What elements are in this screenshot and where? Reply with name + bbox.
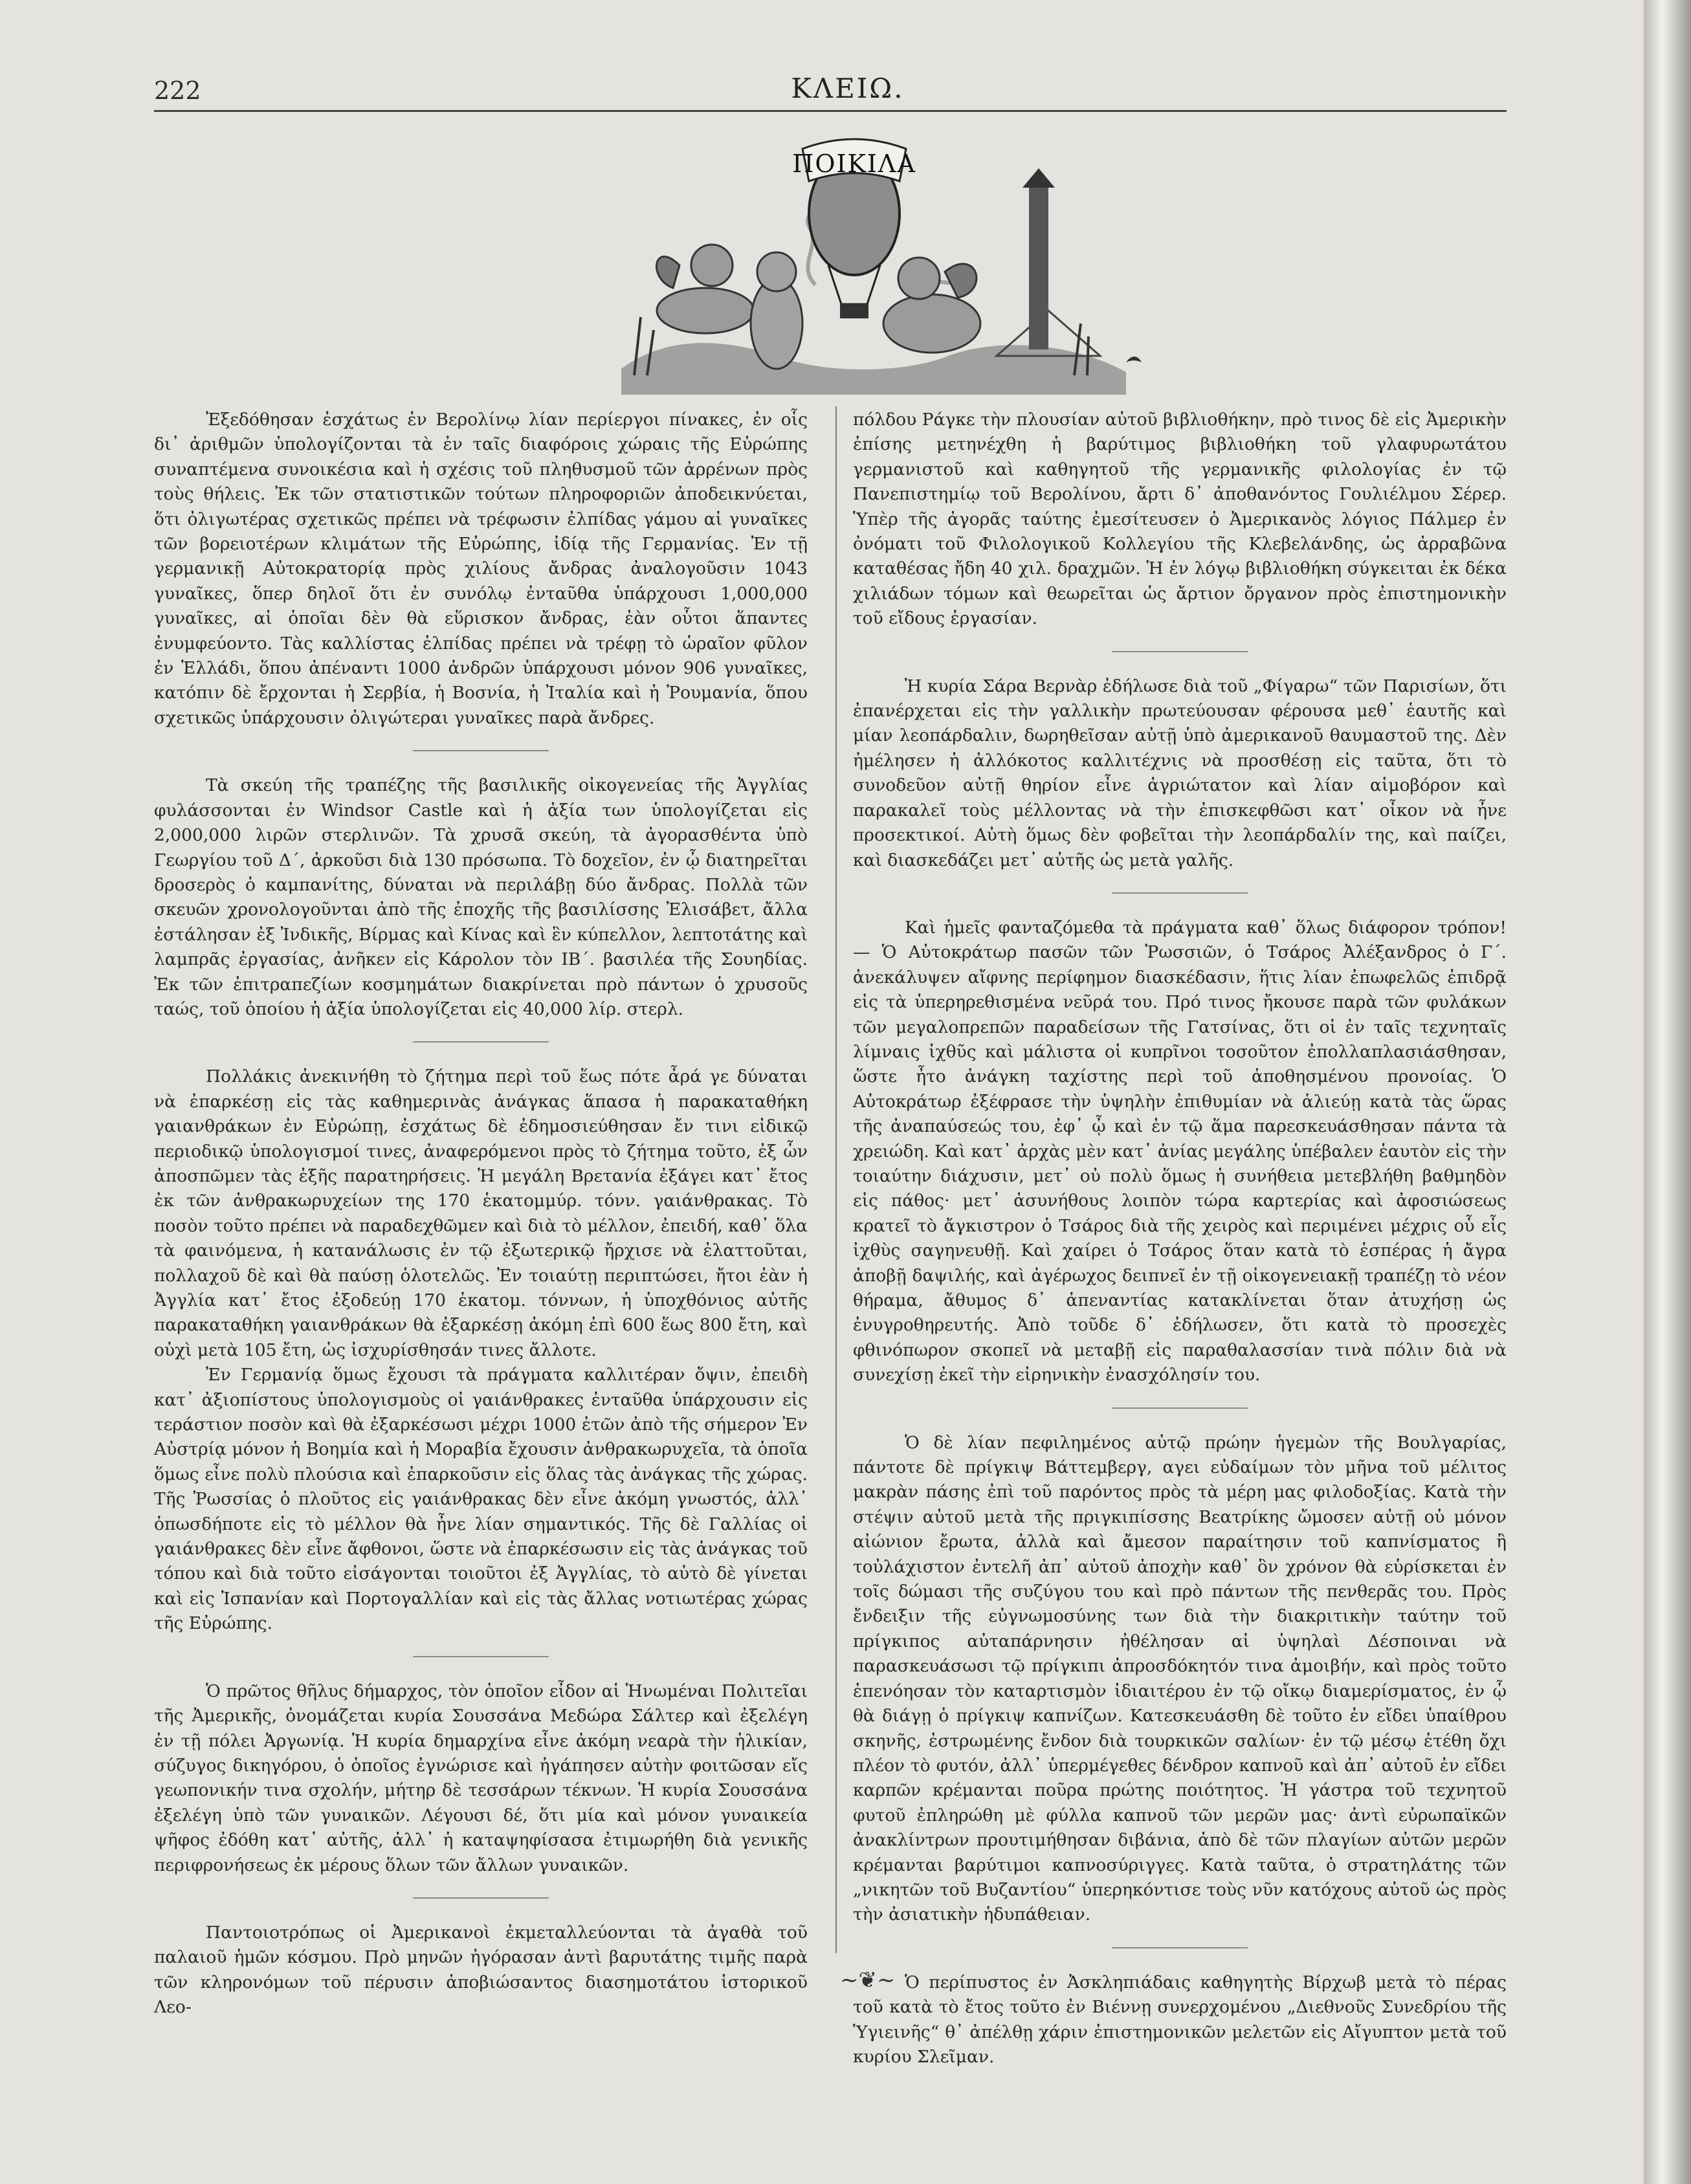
cherub-center: [751, 252, 802, 369]
article-female-mayor: Ὁ πρῶτος θῆλυς δήμαρχος, τὸν ὁποῖον εἶδον αἱ Ἡνωμέναι Πολιτεῖαι τῆς Ἀμερικῆς, ὀνομάζεται κυρία Σουσσάνα Μεδώρα Σάλτερ καὶ ἐξελέγη ἐν τῇ πόλει Ἀργωνίᾳ. Ἡ κυρία δημαρχίνα εἶνε ἀκόμη νεαρὰ τὴν ἡλικίαν, σύζυγος δικηγόρου, ὁ ὁποῖος ἐγνώρισε καὶ ἠγάπησεν αὐτὴν φοιτῶσαν εἴς γεωπονικήν τινα σχολήν, μήτηρ δὲ τεσσάρων τέκνων. Ἡ κυρία Σουσσάνα ἐξελέγη ὑπὸ τῶν γυναικῶν. Λέγουσι δέ, ὅτι μία καὶ μόνον γυναικεία ψῆφος ἐδόθη κατ᾽ αὐτῆς, ἀλλ᾽ ἡ καταψηφίσασα ἐτιμωρήθη διὰ γενικῆς περιφρονήσεως ἐκ μέρους ὅλων τῶν ἄλλων γυναικῶν.: [154, 1681, 808, 1875]
tailpiece-ornament: ~❦~: [840, 1967, 896, 1993]
article-coal-reserves-cont: Ἐν Γερμανίᾳ ὅμως ἔχουσι τὰ πράγματα καλλιτέραν ὄψιν, ἐπειδὴ κατ᾽ ἀξιοπίστους ὑπολογισμοὺς οἱ γαιάνθρακες ἐνταῦθα ὑπάρχουσιν εἰς τεράστιον ποσὸν καὶ θὰ ἐξαρκέσωσι μέχρι 1000 ἐτῶν ἀπὸ τῆς σήμερον Ἐν Αὐστρίᾳ μόνον ἡ Βοημία καὶ ἡ Μοραβία ἔχουσιν ἀνθρακωρυχεῖα, τὰ ὁποῖα ὅμως εἶνε πολὺ πλούσια καὶ ἐπαρκοῦσιν εἰς ὅλας τὰς ἀνάγκας τῆς χώρας. Τῆς Ῥωσσίας ὁ πλοῦτος εἰς γαιάνθρακας δὲν εἶνε ἀκόμη γνωστός, ἀλλ᾽ ὁπωσδήποτε εἰς τὸ μέλλον θὰ ἦνε λίαν σημαντικός. Τῆς δὲ Γαλλίας οἱ γαιάνθρακες δὲν εἶνε ἄφθονοι, ὥστε νὰ ἐπαρκέσωσιν εἰς τὰς ἀνάγκας τοῦ τόπου καὶ διὰ τοῦτο εἰσάγονται τοιοῦτοι ἐξ Ἀγγλίας, τὸ αὐτὸ δὲ γίνεται καὶ εἰς Ἰσπανίαν καὶ Πορτογαλλίαν καὶ εἰς τὰς ἄλλας νοτιωτέρας χώρας τῆς Εὐρώπης.: [154, 1365, 808, 1634]
banner-text: ΠΟΙΚΙΛΑ: [792, 149, 916, 178]
article-battenberg: Ὁ δὲ λίαν πεφιλημένος αὐτῷ πρώην ἡγεμὼν τῆς Βουλγαρίας, πάντοτε δὲ πρίγκιψ Βάττεμβεργ, αγει εὐδαίμων τὸν μῆνα τοῦ μέλιτος μακρὰν πάσης ἐπὶ τοῦ παρόντος πρὸς τὰ μέρη μας φιλοδοξίας. Κατὰ τὴν στέψιν αὐτοῦ μετὰ τῆς πριγκιπίσσης Βεατρίκης ὤμοσεν αὐτῇ οὐ μόνον αἰώνιον ἔρωτα, ἀλλὰ καὶ ἄμεσον παραίτησιν τοῦ καπνίσματος ἢ τοὐλάχιστον ἐντελῆ ἀπ᾽ αὐτοῦ ἀποχὴν καθ᾽ ὃν χρόνον θὰ εὑρίσκεται ἐν τοῖς δώμασι τῆς συζύγου του καὶ πρὸ πάντων τῆς πενθερᾶς του. Πρὸς ἔνδειξιν τῆς εὐγνωμοσύνης των διὰ τὴν διακριτικὴν ταύτην τοῦ πρίγκιπος αὐταπάρνησιν ἠθέλησαν αἱ ὑψηλαὶ Δέσποιναι νὰ παρασκευάσωσι τῷ πρίγκιπι ἀπροσδόκητόν τινα ἀμοιβήν, καὶ πρὸς τοῦτο ἐπενόησαν τὸν καταρτισμὸν ἰδιαιτέρου ἐν τῷ οἴκῳ διαμερίσματος, ἐν ᾧ θὰ διάγῃ ὁ πρίγκιψ καπνίζων. Κατεσκευάσθη δὲ τοῦτο ἐν εἴδει ὑπαίθρου σκηνῆς, ἐστρωμένης ἔνδον διὰ τουρκικῶν σαλίων· ἐν τῷ μέσῳ ἐτέθη ὄχι πλέον τὸ φυτόν, ἀλλ᾽ ὑπερμέγεθες δένδρον καπνοῦ καὶ ἀπ᾽ αὐτοῦ ἐν εἴδει καρπῶν κρέμανται ποῦρα πρώτης ποιότητος. Ἡ γάστρα τοῦ τεχνητοῦ φυτοῦ ἐπληρώθη μὲ φύλλα καπνοῦ τῶν μερῶν μας· ἀντὶ εὐρωπαϊκῶν ἀνακλίντρων προυτιμήθησαν διβάνια, ἀπὸ δὲ τῶν πλαγίων αὐτῶν μερῶν κρέμανται βαρύτιμοι καπνοσύριγγες. Κατὰ ταῦτα, ὁ στρατηλάτης τῶν „νικητῶν τοῦ Βυζαντίου“ ὑπερηκόντισε τοὺς νῦν κατόχους αὐτοῦ ὡς πρὸς τὴν ἀσιατικὴν ἡδυπάθειαν.: [853, 1432, 1507, 1925]
lighthouse-icon: [1029, 188, 1048, 349]
separator: [1112, 651, 1248, 652]
article-royal-tableware: Τὰ σκεύη τῆς τραπέζης τῆς βασιλικῆς οἰκογενείας τῆς Ἀγγλίας φυλάσσονται ἐν Windsor Castle καὶ ἡ ἀξία των ὑπολογίζεται εἰς 2,000,000 λιρῶν στερλινῶν. Τὰ χρυσᾶ σκεύη, τὰ ἀγορασθέντα ὑπὸ Γεωργίου τοῦ Δ΄, ἀρκοῦσι διὰ 130 πρόσωπα. Τὸ δοχεῖον, ἐν ᾧ διατηρεῖται δροσερὸς ὁ καμπανίτης, δύναται νὰ περιλάβῃ δύο ἄνδρας. Πολλὰ τῶν σκευῶν χρονολογοῦνται ἀπὸ τῆς ἐποχῆς τῆς βασιλίσσης Ἐλισάβετ, ἄλλα ἐστάλησαν ἐξ Ἰνδικῆς, Βίρμας καὶ Κίνας καὶ ἓν κύπελλον, λεπτοτάτης καὶ λαμπρᾶς ἐργασίας, ἀνῆκεν εἰς Κάρολον τὸν ΙΒ΄. βασιλέα τῆς Σουηδίας. Ἐκ τῶν ἐπιτραπεζίων κοσμημάτων διακρίνεται πρὸ πάντων ὁ χρυσοῦς ταώς, τοῦ ὁποίου ἡ ἀξία ὑπολογίζεται εἰς 40,000 λίρ. στερλ.: [154, 775, 808, 1019]
separator: [1112, 892, 1248, 894]
article-coal-reserves: Πολλάκις ἀνεκινήθη τὸ ζήτημα περὶ τοῦ ἕως πότε ἆρά γε δύναται νὰ ἐπαρκέσῃ εἰς τὰς καθημερινὰς ἀνάγκας ἅπασα ἡ παρακαταθήκη γαιανθράκων ἐν Εὐρώπῃ, ἐσχάτως δὲ ἐδημοσιεύθησαν ἔν τινι εἰδικῷ περιοδικῷ ὑπολογισμοί τινες, ἀναφερόμενοι πρὸς τὸ ζήτημα τοῦτο, ἐξ ὧν ἀποσπῶμεν τὰς ἑξῆς παρατηρήσεις. Ἡ μεγάλη Βρετανία ἐξάγει κατ᾽ ἔτος ἐκ τῶν ἀνθρακωρυχείων της 170 ἑκατομμύρ. τόνν. γαιάνθρακας. Τὸ ποσὸν τοῦτο πρέπει νὰ παραδεχθῶμεν καὶ διὰ τὸ μέλλον, ἐπειδή, καθ᾽ ὅλα τὰ φαινόμενα, ἡ κατανάλωσις ἐν τῷ ἐξωτερικῷ ἤρχισε νὰ ἐλαττοῦται, πολλαχοῦ δὲ καὶ θὰ παύσῃ ὁλοτελῶς. Ἐν τοιαύτῃ περιπτώσει, ἤτοι ἐὰν ἡ Ἀγγλία κατ᾽ ἔτος ἐξοδεύῃ 170 ἑκατομ. τόννων, ἡ ὑποχθόνιος αὐτῆς παρακαταθήκη γαιανθράκων θὰ ἐξαρκέσῃ ἀκόμη ἐπὶ 600 ἕως 800 ἔτη, καὶ οὐχὶ μετὰ 105 ἔτη, ὡς ἰσχυρίσθησάν τινες ἄλλοτε.: [154, 1066, 808, 1360]
right-column: [853, 408, 1507, 2069]
book-gutter: [1644, 0, 1691, 2184]
separator: [413, 1041, 549, 1042]
article-americans: Παντοιοτρόπως οἱ Ἀμερικανοὶ ἐκμεταλλεύονται τὰ ἀγαθὰ τοῦ παλαιοῦ ἡμῶν κόσμου. Πρὸ μηνῶν ἠγόρασαν ἀντὶ βαρυτάτης τιμῆς παρὰ τῶν κληρονόμων τοῦ πέρυσιν ἀποβιώσαντος διασημοτάτου ἱστορικοῦ Λεο-: [154, 1922, 808, 2018]
article-virchow: Ὁ περίπυστος ἐν Ἀσκληπιάδαις καθηγητὴς Βίρχωβ μετὰ τὸ πέρας τοῦ κατὰ τὸ ἔτος τοῦτο ἐν Βιέννῃ συνερχομένου „Διεθνοῦς Συνεδρίου τῆς Ὑγιεινῆς“ θ᾽ ἀπέλθῃ χάριν ἐπιστημονικῶν μελετῶν εἰς Αἴγυπτον μετὰ τοῦ κυρίου Σλεῖμαν.: [853, 1972, 1507, 2067]
header-rule: [154, 110, 1507, 112]
left-column: [154, 408, 808, 2020]
page-number: 222: [154, 76, 201, 105]
article-sarah-bernhardt: Ἡ κυρία Σάρα Βερνὰρ ἐδήλωσε διὰ τοῦ „Φίγαρω“ τῶν Παρισίων, ὅτι ἐπανέρχεται εἰς τὴν γαλλικὴν πρωτεύουσαν φέρουσα μεθ᾽ ἑαυτῆς καὶ μίαν λεοπάρδαλιν, δωρηθεῖσαν αὐτῇ ὑπὸ ἀμερικανοῦ θαυμαστοῦ της. Δὲν ἠμέλησεν ἡ ἀλλόκοτος καλλιτέχνις νὰ προσθέσῃ εἰς ταῦτα, ὅτι τὸ συνοδεῦον αὐτῇ θηρίον εἶνε ἀγριώτατον καὶ λίαν αἱμοβόρον καὶ παρακαλεῖ τοὺς μέλλοντας νὰ τὴν ἐπισκεφθῶσι κατ᾽ οἶκον νὰ ἦνε προσεκτικοί. Αὐτὴ ὅμως δὲν φοβεῖται τὴν λεοπάρδαλίν της, καὶ παίζει, καὶ διασκεδάζει μετ᾽ αὐτῆς ὡς μετὰ γαλῆς.: [853, 676, 1507, 870]
separator: [413, 750, 549, 751]
article-tsar-fishing: Καὶ ἡμεῖς φανταζόμεθα τὰ πράγματα καθ᾽ ὅλως διάφορον τρόπον! — Ὁ Αὐτοκράτωρ πασῶν τῶν Ῥωσσιῶν, ὁ Τσάρος Ἀλέξανδρος ὁ Γ΄. ἀνεκάλυψεν αἴφνης περίφημον διασκέδασιν, ἥτις λίαν ἐπωφελῶς ἐπιδρᾷ εἰς τὰ ὑπερηρεθισμένα νεῦρά του. Πρό τινος ἤκουσε παρὰ τῶν φυλάκων τῶν μεγαλοπρεπῶν παραδείσων τῆς Γατσίνας, ὅτι οἱ ἐν ταῖς τεχνηταῖς λίμναις ἰχθῦς καὶ μάλιστα οἱ κυπρῖνοι τοσοῦτον ἐπολλαπλασιάσθησαν, ὥστε ἦτο ἀνάγκη ταχίστης περὶ τοῦ ἀποθησμένου προνοίας. Ὁ Αὐτοκράτωρ ἐξέφρασε τὴν ὑψηλὴν ἐπιθυμίαν νὰ ἁλιεύῃ κατὰ τὰς ὥρας τῆς ἀναπαύσεώς του, ἐφ᾽ ᾧ καὶ ἐν τῷ ἅμα παρεσκευάσθησαν πάντα τὰ χρειώδη. Καὶ κατ᾽ ἀρχὰς μὲν κατ᾽ ἀνίας μεγάλης ὑπέβαλεν ἑαυτὸν εἰς τὴν τοιαύτην διάχυσιν, μετ᾽ οὐ πολὺ ὅμως ἡ συνήθεια μετεβλήθη βαθμηδὸν εἰς πάθος· μετ᾽ ἀσυνήθους λοιπὸν τώρα καρτερίας καὶ ἀφοσιώσεως κρατεῖ τὸ ἄγκιστρον ὁ Τσάρος διὰ τῆς χειρὸς καὶ περιμένει μέχρις οὗ εἷς ἰχθὺς σαγηνευθῇ. Καὶ χαίρει ὁ Τσάρος ὅταν κατὰ τὸ ἑσπέρας ἡ ἄγρα ἀποβῇ δαψιλής, καὶ ἀγέρωχος δειπνεῖ ἐν τῇ οἰκογενειακῇ τραπέζῃ τὸ νέον θήραμα, ἄθυμος δ᾽ ἀπεναντίας κατακλίνεται ὅταν ἀτυχήσῃ ὡς ἐνυγροθηρευτής. Ἀπὸ τοῦδε δ᾽ ἐδήλωσεν, ὅτι κατὰ τὸ προσεχὲς φθινόπωρον σκοπεῖ νὰ μεταβῇ εἰς παραθαλασσίαν τινὰ πόλιν διὰ νὰ συνεχίσῃ ἐκεῖ τὴν εἰρηνικὴν ἐνασχόλησίν του.: [853, 917, 1507, 1385]
separator: [413, 1656, 549, 1657]
separator: [413, 1897, 549, 1899]
separator: [1112, 1407, 1248, 1409]
article-population: Ἐξεδόθησαν ἐσχάτως ἐν Βερολίνῳ λίαν περίεργοι πίνακες, ἐν οἷς δι᾽ ἀριθμῶν ὑπολογίζονται τὰ ἐν ταῖς διαφόροις χώραις τῆς Εὐρώπης συναπτέμενα συνοικέσια καὶ ἡ σχέσις τοῦ πληθυσμοῦ τῶν ἀρρένων πρὸς τοὺς θήλεις. Ἐκ τῶν στατιστικῶν τούτων πληροφοριῶν ἀποδεικνύεται, ὅτι ὀλιγωτέρας σχετικῶς πρέπει νὰ τρέφωσιν ἐλπίδας γάμου αἱ γυναῖκες τῶν βορειοτέρων κλιμάτων τῆς Εὐρώπης, ἰδίᾳ τῆς Γερμανίας. Ἐν τῇ γερμανικῇ Αὐτοκρατορίᾳ πρὸς χιλίους ἄνδρας ἀναλογοῦσιν 1043 γυναῖκες, ὅπερ δηλοῖ ὅτι ἐν συνόλῳ ἐνταῦθα ὑπάρχουσι 1,000,000 γυναῖκες, αἱ ὁποῖαι δὲν θὰ εὕρισκον ἄνδρας, ἐὰν οὗτοι ἅπαντες ἐνυμφεύοντο. Τὰς καλλίστας ἐλπίδας πρέπει νὰ τρέφῃ τὸ ὡραῖον φῦλον ἐν Ἑλλάδι, ὅπου ἀπέναντι 1000 ἀνδρῶν ὑπάρχουσι μόνον 906 γυναῖκες, κατόπιν δὲ ἔρχονται ἡ Σερβία, ἡ Βοσνία, ἡ Ἰταλία καὶ ἡ Ῥουμανία, ὅπου σχετικῶς ὑπάρχουσιν ὀλιγώτεραι γυναῖκες παρὰ ἄνδρες.: [154, 410, 808, 728]
poikila-vignette: [582, 116, 1152, 401]
column-divider: [835, 406, 837, 1953]
vignette-ground: [621, 343, 1126, 395]
cherub-right: [883, 258, 980, 353]
bird-icon: [1126, 357, 1142, 362]
article-americans-cont: πόλδου Ράγκε τὴν πλουσίαν αὐτοῦ βιβλιοθήκην, πρὸ τινος δὲ εἰς Ἀμερικὴν ἐπίσης μετηνέχθη ἡ βαρύτιμος βιβλιοθήκη τοῦ γλαφυρωτάτου γερμανιστοῦ καὶ καθηγητοῦ τῆς γερμανικῆς φιλολογίας ἐν τῷ Πανεπιστημίῳ τοῦ Βερολίνου, ἄρτι δ᾽ ἀποθανόντος Γουλιέλμου Σέρερ. Ὑπὲρ τῆς ἀγορᾶς ταύτης ἐμεσίτευσεν ὁ Ἀμερικανὸς λόγιος Πάλμερ ἐν ὀνόματι τοῦ Φιλολογικοῦ Κολλεγίου τῆς Κλεβελάνδης, ὡς ἀρραβῶνα καταθέσας ἤδη 40 χιλ. δραχμῶν. Ἡ ἐν λόγῳ βιβλιοθήκη σύγκειται ἐκ δέκα χιλιάδων τόμων καὶ θεωρεῖται ὡς ἄρτιον ὄργανον πρὸς ἐπιστημονικὴν τοῦ εἴδους ἐργασίαν.: [853, 410, 1507, 629]
cherub-left: [657, 245, 754, 333]
running-title: ΚΛΕΙΩ.: [791, 72, 905, 104]
separator: [1112, 1947, 1248, 1948]
